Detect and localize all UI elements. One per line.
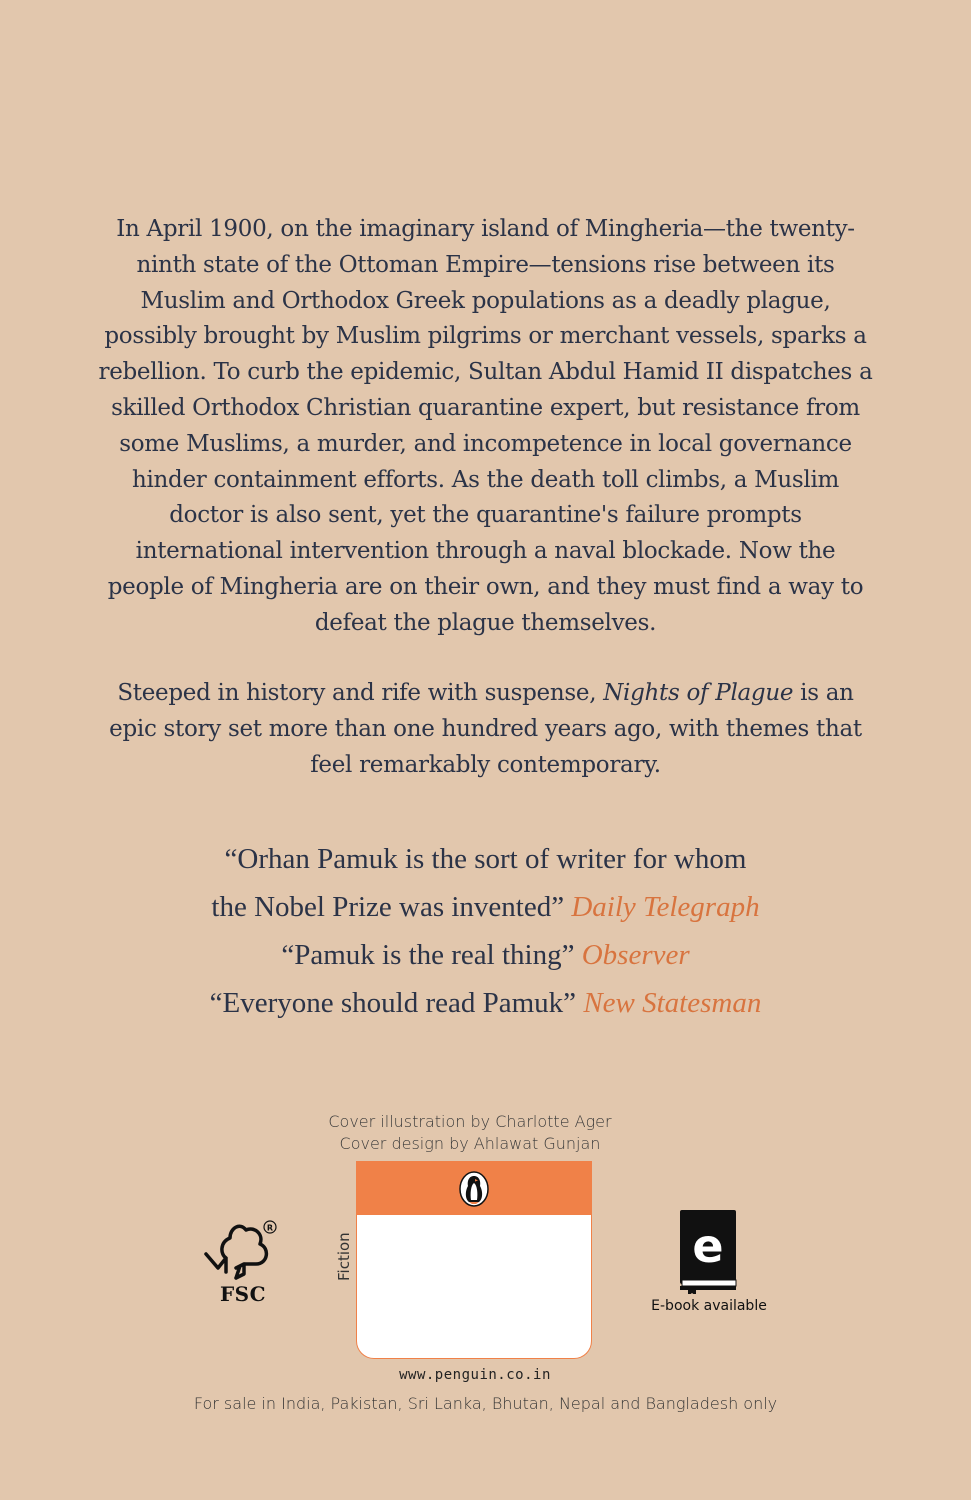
ebook-label: E-book available [651,1298,767,1314]
fsc-tree-icon [200,1218,282,1282]
ebook-icon [678,1210,738,1294]
blurb-text-2-after: is an epic story set more than one hundred years ago, with themes that feel remarkably contemporary. [109,680,862,778]
blurb-paragraph-2 [95,676,876,783]
barcode-area [356,1215,592,1359]
review-quotes [60,835,911,1027]
genre-label: Fiction [335,1232,353,1281]
publisher-website: www.penguin.co.in [399,1367,551,1383]
book-title: Nights of Plague [603,680,794,706]
quote-2-text: “Pamuk is the real thing” [281,939,575,971]
blurb-text-2-before: Steeped in history and rife with suspense, [117,680,604,706]
blurb-text-1: In April 1900, on the imaginary island of Mingheria—the twenty-ninth state of the Ottoman Empire—tensions rise between its Muslim and Orthodox Greek populations as a deadly plague, possibly brought by Muslim pilgrims or merchant vessels, sparks a rebellion. To curb the epidemic, Sultan Abdul Hamid II dispatches a skilled Orthodox Christian quarantine expert, but resistance from some Muslims, a murder, and incompetence in local governance hinder containment efforts. As the death toll climbs, a Muslim doctor is also sent, yet the quarantine's failure prompts international intervention through a naval blockade. Now the people of Mingheria are on their own, and they must find a way to defeat the plague themselves. [98,216,873,636]
cover-credits [260,1111,680,1155]
quote-1-line-2-text: the Nobel Prize was invented” [211,891,565,923]
quote-2 [60,931,911,979]
sale-territory-note: For sale in India, Pakistan, Sri Lanka, Bhutan, Nepal and Bangladesh only [193,1394,778,1413]
penguin-logo-icon [458,1171,490,1207]
fsc-label: FSC [219,1282,267,1306]
quote-3 [60,979,911,1027]
quote-1-line-2 [60,883,911,931]
design-credit: Cover design by Ahlawat Gunjan [339,1134,601,1153]
quote-1-source: Daily Telegraph [571,891,760,923]
blurb-text-2 [95,676,876,783]
quote-3-text: “Everyone should read Pamuk” [209,987,577,1019]
fsc-logo [200,1218,282,1308]
penguin-orange-band [356,1161,592,1215]
penguin-barcode-panel [356,1161,592,1360]
svg-text:e: e [692,1219,724,1273]
blurb-paragraph-1 [95,212,876,642]
svg-text:R: R [266,1223,274,1233]
illustration-credit: Cover illustration by Charlotte Ager [328,1112,612,1131]
quote-1-line-1: “Orhan Pamuk is the sort of writer for whom [224,843,747,875]
quote-3-source: New Statesman [583,987,762,1019]
quote-2-source: Observer [581,939,690,971]
